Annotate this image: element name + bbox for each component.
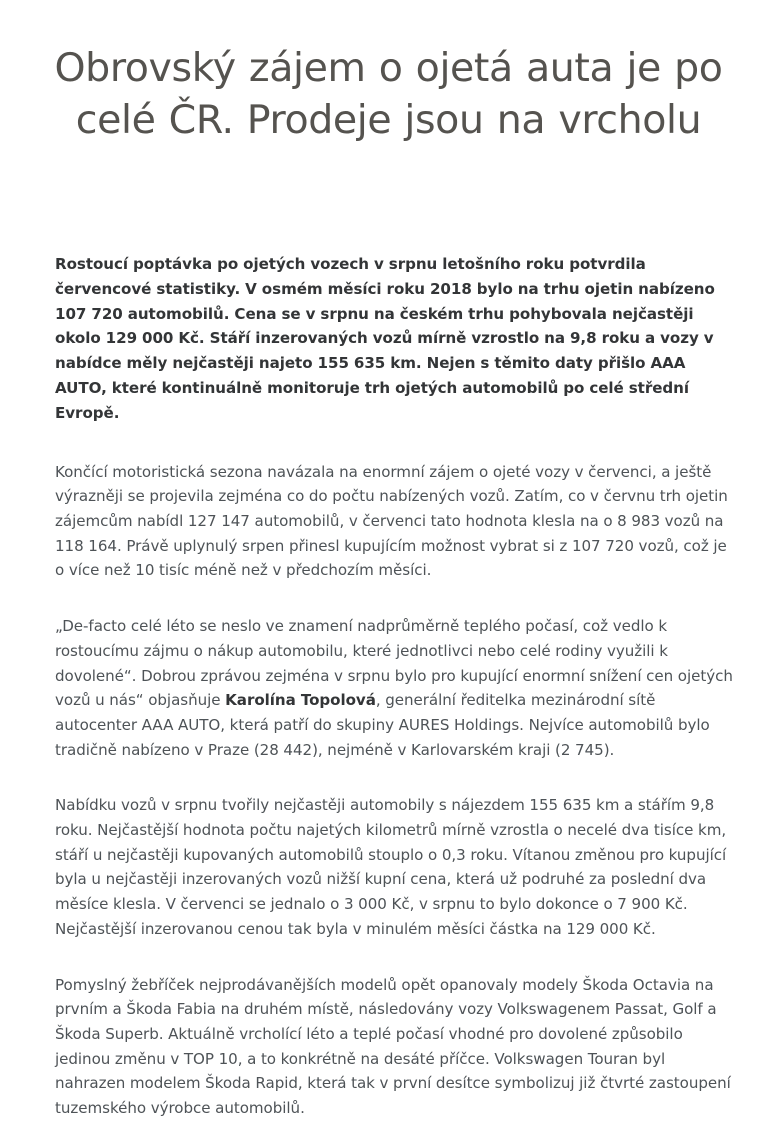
body-paragraph-1: Končící motoristická sezona navázala na enormní zájem o ojeté vozy v červenci, a ještě výrazněji se projevila zejména co do počtu nabízených vozů. Zatím, co v červnu trh ojetin zájemcům nabídl 127 147 automobilů, v červenci tato hodnota klesla na o 8 983 vozů na 118 164. Právě uplynulý srpen přinesl kupujícím možnost vybrat si z 107 720 vozů, což je o více než 10 tisíc méně než v předchozím měsíci. — [55, 462, 728, 580]
article-body — [55, 252, 733, 1121]
page-title: Obrovský zájem o ojetá auta je po celé ČR. Prodeje jsou na vrcholu — [54, 45, 723, 144]
lead-paragraph: Rostoucí poptávka po ojetých vozech v srpnu letošního roku potvrdila červencové statistiky. V osmém měsíci roku 2018 bylo na trhu ojetin nabízeno 107 720 automobilů. Cena se v srpnu na českém trhu pohybovala nejčastěji okolo 129 000 Kč. Stáří inzerovaných vozů mírně vzrostlo na 9,8 roku a vozy v nabídce měly nejčastěji najeto 155 635 km. Nejen s těmito daty přišlo AAA AUTO, které kontinuálně monitoruje trh ojetých automobilů po celé střední Evropě. — [55, 255, 715, 422]
emphasized-person-name: Karolína Topolová — [225, 691, 376, 710]
body-paragraph-2: „De-facto celé léto se neslo ve znamení nadprůměrně teplého počasí, což vedlo k rostoucímu zájmu o nákup automobilu, které jednotlivci nebo celé rodiny využili k dovolené“. Dobrou zprávou zejména v srpnu bylo pro kupující enormní snížení cen ojetých vozů u nás“ objasňuje Karolína Topolová, generální ředitelka mezinárodní sítě autocenter AAA AUTO, která patří do skupiny AURES Holdings. Nejvíce automobilů bylo tradičně nabízeno v Praze (28 442), nejméně v Karlovarském kraji (2 745). — [55, 617, 733, 759]
body-paragraph-3: Nabídku vozů v srpnu tvořily nejčastěji automobily s nájezdem 155 635 km a stářím 9,8 roku. Nejčastější hodnota počtu najetých kilometrů mírně vzrostla o necelé dva tisíce km, stáří u nejčastěji kupovaných automobilů stouplo o 0,3 roku. Vítanou změnou pro kupující byla u nejčastěji inzerovaných vozů nižší kupní cena, která už podruhé za poslední dva měsíce klesla. V červenci se jednalo o 3 000 Kč, v srpnu to bylo dokonce o 7 900 Kč. Nejčastější inzerovanou cenou tak byla v minulém měsíci částka na 129 000 Kč. — [55, 796, 727, 938]
body-paragraph-4: Pomyslný žebříček nejprodávanějších modelů opět opanovaly modely Škoda Octavia na prvním a Škoda Fabia na druhém místě, následovány vozy Volkswagenem Passat, Golf a Škoda Superb. Aktuálně vrcholící léto a teplé počasí vhodné pro dovolené způsobilo jedinou změnu v TOP 10, a to konkrétně na desáté příčce. Volkswagen Touran byl nahrazen modelem Škoda Rapid, která tak v první desítce symbolizuj již čtvrté zastoupení tuzemského výrobce automobilů. — [55, 975, 731, 1118]
